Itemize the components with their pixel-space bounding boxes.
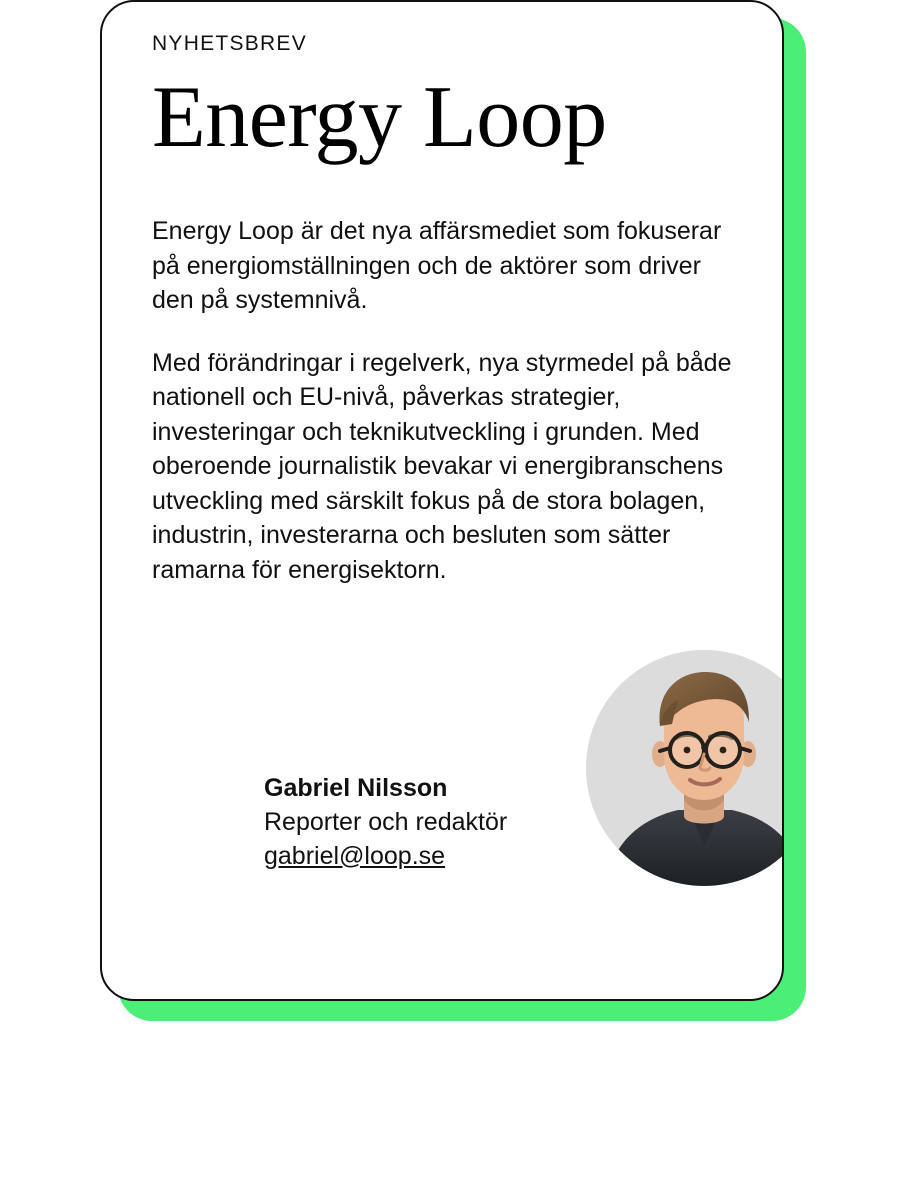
- body-paragraph: Med förändringar i regelverk, nya styrmedel på både nationell och EU-nivå, påverkas strategier, investeringar och teknikutveckling i grunden. Med oberoende journalistik bevakar vi energibranschens utveckling med särskilt fokus på de stora bolagen, industrin, investerarna och besluten som sätter ramarna för energisektorn.: [152, 348, 732, 584]
- page-title: Energy Loop: [152, 69, 607, 166]
- eyebrow-label: NYHETSBREV: [152, 32, 307, 55]
- avatar: [586, 650, 784, 886]
- author-email-link[interactable]: gabriel@loop.se: [264, 841, 446, 870]
- author-name: Gabriel Nilsson: [264, 774, 448, 802]
- intro-paragraph: Energy Loop är det nya affärsmediet som fokuserar på energiomställningen och de aktörer som driver den på systemnivå.: [152, 217, 722, 314]
- author-role: Reporter och redaktör: [264, 807, 508, 836]
- card-content: [152, 32, 742, 587]
- author-block: [264, 772, 594, 873]
- newsletter-card: [100, 0, 784, 1001]
